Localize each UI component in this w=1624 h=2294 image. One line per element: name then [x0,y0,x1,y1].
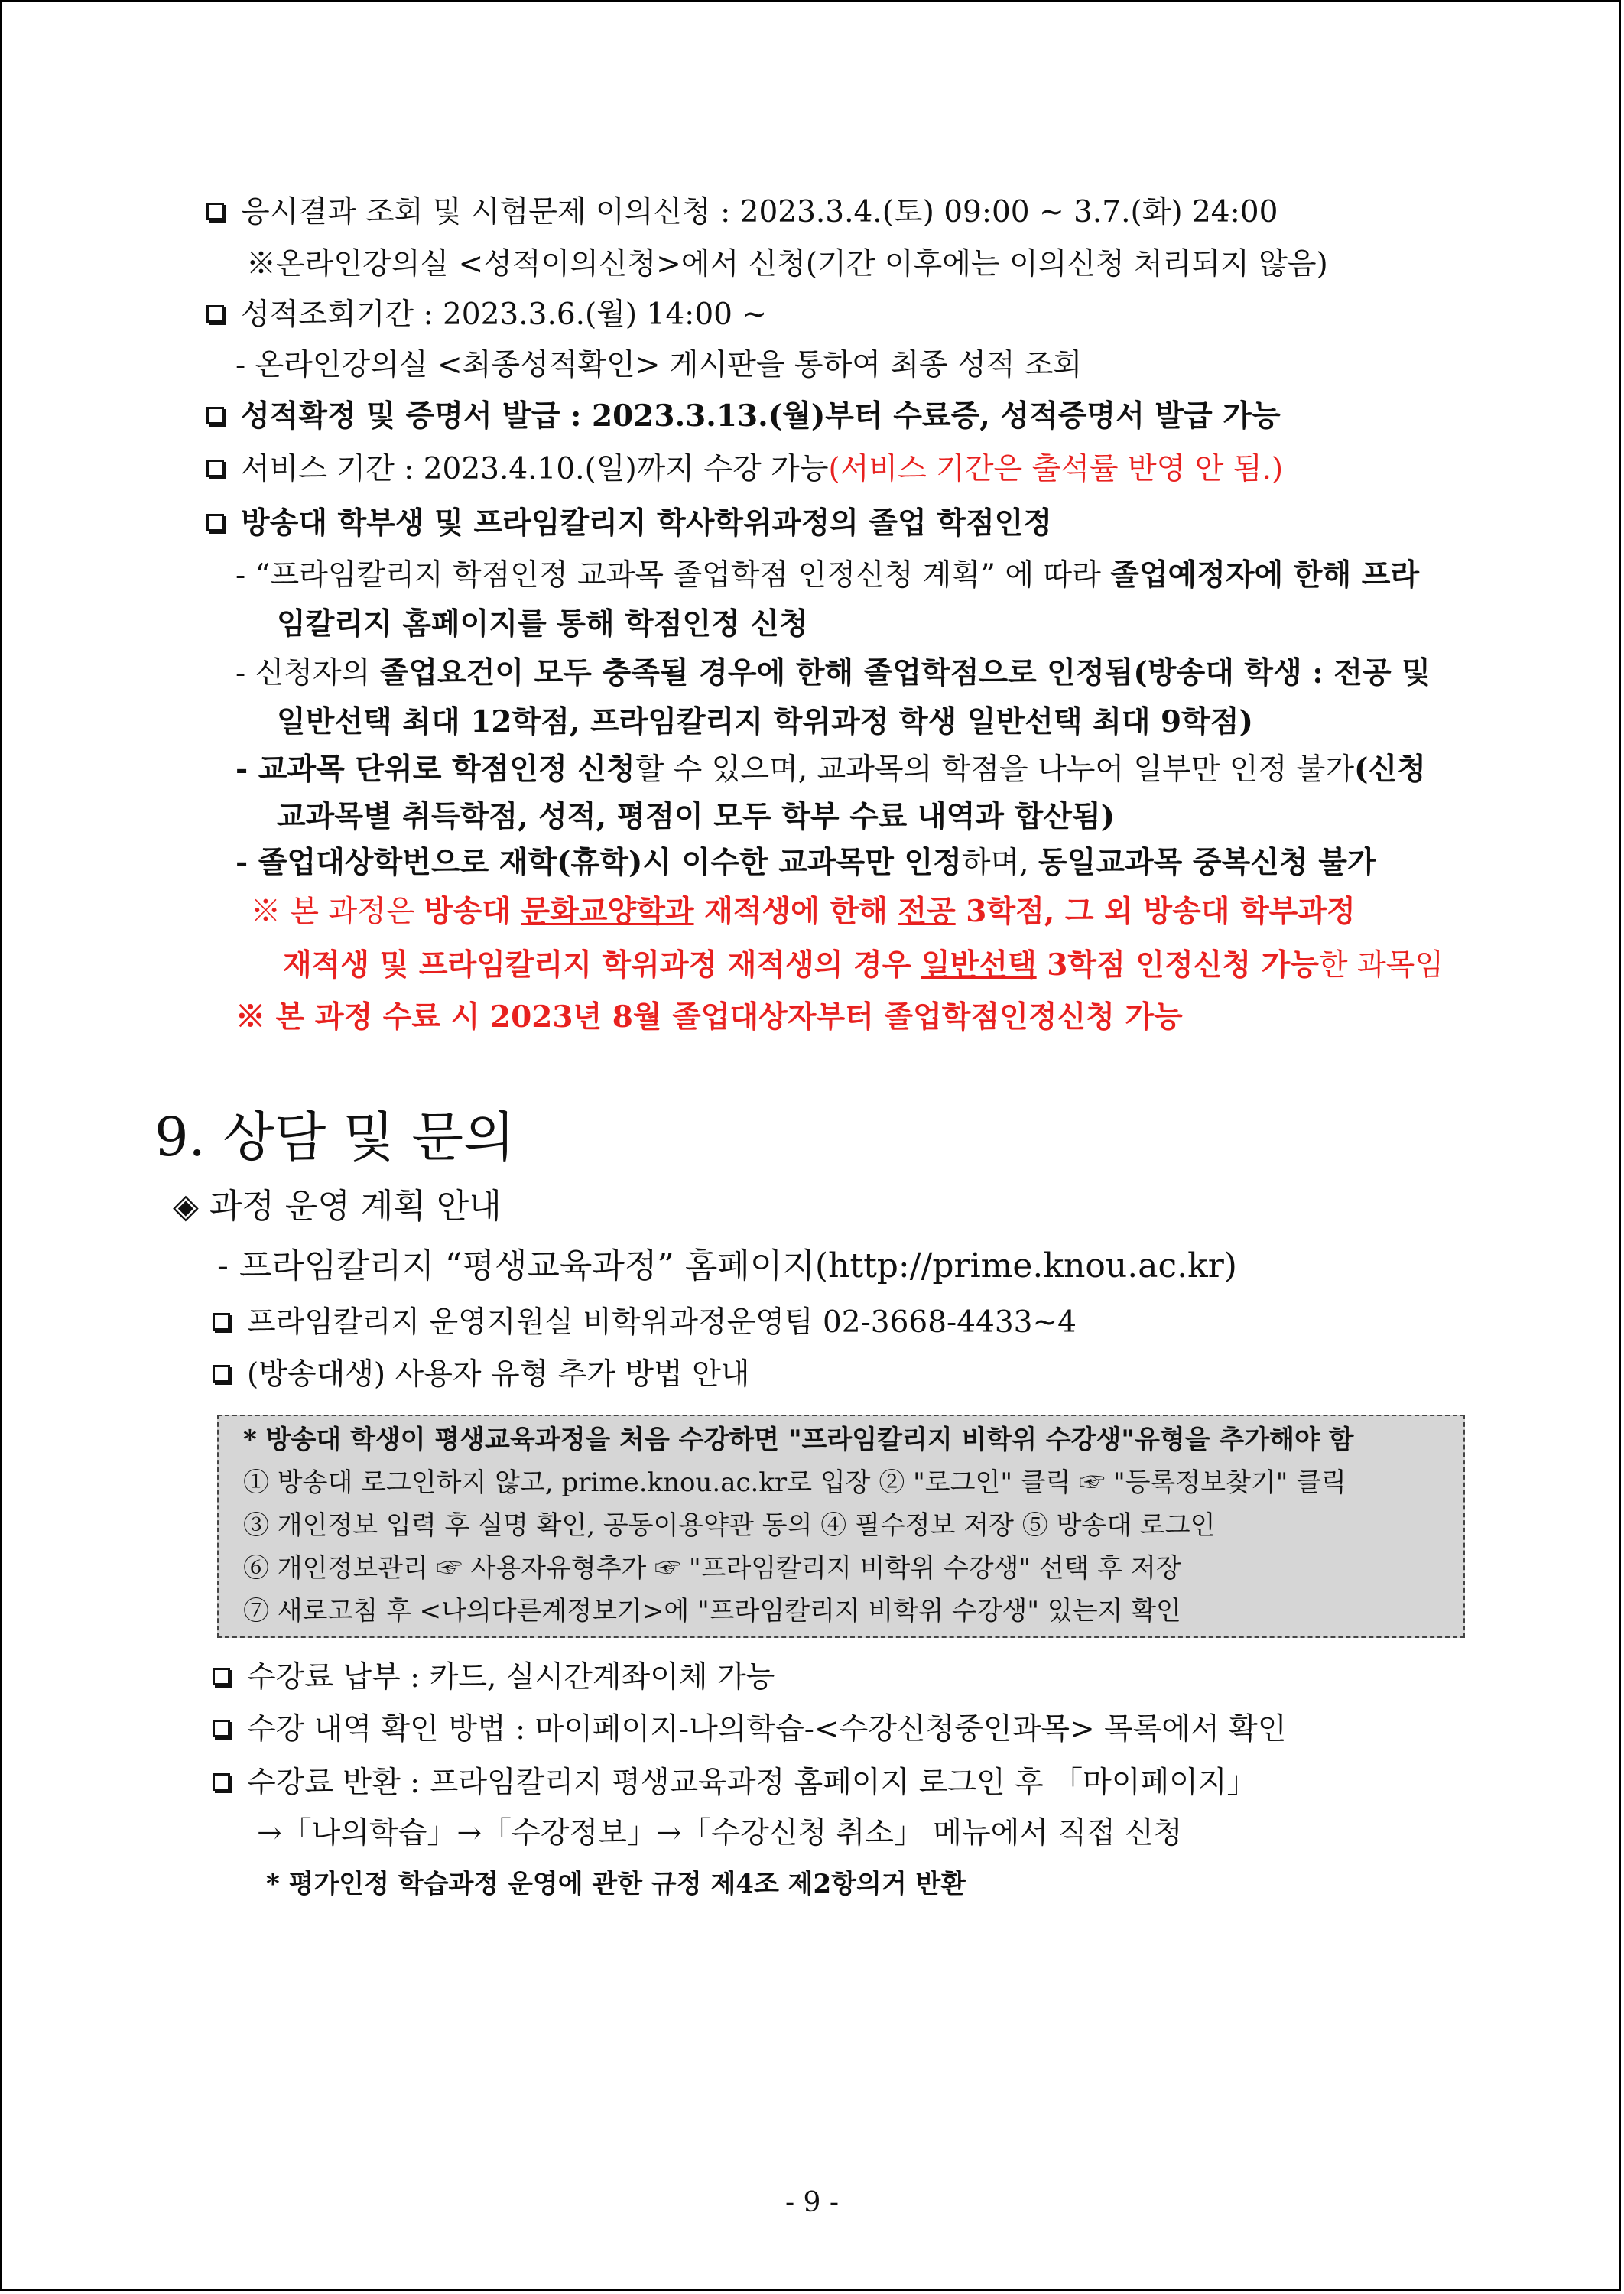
graduation-bullet-3: - 교과목 단위로 학점인정 신청할 수 있으며, 교과목의 학점을 나누어 일부만 인정 불가(신청 [235,752,1426,787]
certificate-line: 성적확정 및 증명서 발급 : 2023.3.13.(월)부터 수료증, 성적증명서 발급 가능 [206,396,1281,437]
guide-box-line-1: * 방송대 학생이 평생교육과정을 처음 수강하면 "프라임칼리지 비학위 수강생"유형을 추가해야 함 [243,1425,1354,1455]
graduation-bullet-1-cont: 임칼리지 홈페이지를 통해 학점인정 신청 [277,606,808,642]
checkbox-bullet-icon [206,407,224,424]
graduation-bullet-2-cont: 일반선택 최대 12학점, 프라임칼리지 학위과정 학생 일반선택 최대 9학점) [277,704,1253,739]
grade-view-line: 성적조회기간 : 2023.3.6.(월) 14:00 ~ [206,295,767,335]
checkbox-bullet-icon [213,1313,230,1331]
red-note-2: 재적생 및 프라임칼리지 학위과정 재적생의 경우 일반선택 3학점 인정신청 가능한 과목임 [283,947,1444,983]
checkbox-bullet-icon [213,1773,230,1791]
user-type-guide-box [217,1415,1465,1638]
guide-box-line-5: ⑦ 새로고침 후 <나의다른계정보기>에 "프라임칼리지 비학위 수강생" 있는지 확인 [243,1596,1181,1626]
red-note-3: ※ 본 과정 수료 시 2023년 8월 졸업대상자부터 졸업학점인정신청 가능 [235,999,1183,1035]
user-type-guide-line: (방송대생) 사용자 유형 추가 방법 안내 [213,1355,750,1395]
course-history-line: 수강 내역 확인 방법 : 마이페이지-나의학습-<수강신청중인과목> 목록에서 확인 [213,1710,1287,1750]
guide-box-line-3: ③ 개인정보 입력 후 실명 확인, 공동이용약관 동의 ④ 필수정보 저장 ⑤ 방송대 로그인 [243,1510,1216,1541]
course-plan-heading: ◈ 과정 운영 계획 안내 [173,1187,502,1226]
refund-note: * 평가인정 학습과정 운영에 관한 규정 제4조 제2항의거 반환 [266,1869,966,1899]
checkbox-bullet-icon [206,514,224,531]
grade-view-note: - 온라인강의실 <최종성적확인> 게시판을 통하여 최종 성적 조회 [235,348,1083,382]
red-note-1: ※ 본 과정은 방송대 문화교양학과 재적생에 한해 전공 3학점, 그 외 방송대 학부과정 [251,894,1356,929]
refund-line: 수강료 반환 : 프라임칼리지 평생교육과정 홈페이지 로그인 후 「마이페이지」 [213,1763,1257,1803]
checkbox-bullet-icon [213,1668,230,1685]
homepage-line: - 프라임칼리지 “평생교육과정” 홈페이지(http://prime.knou.ac.kr) [217,1246,1237,1285]
graduation-bullet-3-cont: 교과목별 취득학점, 성적, 평점이 모두 학부 수료 내역과 합산됨) [277,799,1116,834]
contact-line: 프라임칼리지 운영지원실 비학위과정운영팀 02-3668-4433~4 [213,1303,1077,1343]
guide-box-line-4: ⑥ 개인정보관리 ☞ 사용자유형추가 ☞ "프라임칼리지 비학위 수강생" 선택 후 저장 [243,1553,1181,1584]
page-number: - 9 - [784,2187,840,2218]
guide-box-line-2: ① 방송대 로그인하지 않고, prime.knou.ac.kr로 입장 ② "로그인" 클릭 ☞ "등록정보찾기" 클릭 [243,1467,1346,1498]
checkbox-bullet-icon [213,1365,230,1383]
exam-result-note: ※온라인강의실 <성적이의신청>에서 신청(기간 이후에는 이의신청 처리되지 않음) [246,247,1328,281]
checkbox-bullet-icon [213,1720,230,1737]
service-period-line: 서비스 기간 : 2023.4.10.(일)까지 수강 가능(서비스 기간은 출석률 반영 안 됨.) [206,450,1283,489]
checkbox-bullet-icon [206,305,224,323]
exam-result-line: 응시결과 조회 및 시험문제 이의신청 : 2023.3.4.(토) 09:00 ~ 3.7.(화) 24:00 [206,193,1278,232]
fee-payment-line: 수강료 납부 : 카드, 실시간계좌이체 가능 [213,1658,775,1698]
graduation-bullet-2: - 신청자의 졸업요건이 모두 충족될 경우에 한해 졸업학점으로 인정됨(방송대 학생 : 전공 및 [235,655,1431,690]
checkbox-bullet-icon [206,460,224,477]
section-9-title: 9. 상담 및 문의 [154,1106,515,1168]
graduation-bullet-4: - 졸업대상학번으로 재학(휴학)시 이수한 교과목만 인정하며, 동일교과목 중복신청 불가 [235,845,1376,880]
checkbox-bullet-icon [206,203,224,220]
graduation-bullet-1: - “프라임칼리지 학점인정 교과목 졸업학점 인정신청 계획” 에 따라 졸업예정자에 한해 프라 [235,557,1420,593]
diamond-bullet-icon: ◈ [173,1187,199,1226]
graduation-credit-heading: 방송대 학부생 및 프라임칼리지 학사학위과정의 졸업 학점인정 [206,503,1052,544]
refund-line-cont: →「나의학습」→「수강정보」→「수강신청 취소」 메뉴에서 직접 신청 [257,1816,1183,1850]
